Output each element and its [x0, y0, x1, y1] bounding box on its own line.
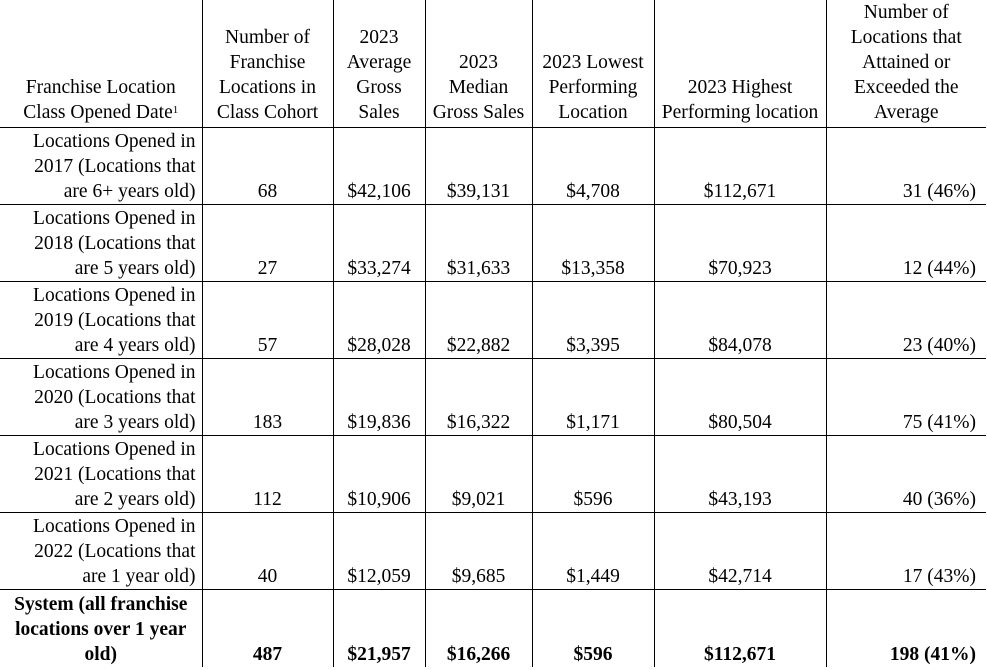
header-attained: Number of Locations that Attained or Exceeded the Average: [826, 0, 986, 128]
cell-lowest: $1,449: [532, 513, 654, 590]
row-label: Locations Opened in 2017 (Locations that are 6+ years old): [0, 128, 202, 205]
cell-attained: 12 (44%): [826, 205, 986, 282]
header-highest: 2023 Highest Performing location: [654, 0, 826, 128]
row-label: Locations Opened in 2020 (Locations that are 3 years old): [0, 359, 202, 436]
cell-avg: $28,028: [333, 282, 425, 359]
header-count: Number of Franchise Locations in Class Cohort: [202, 0, 333, 128]
header-class: Franchise Location Class Opened Date$^1$: [0, 0, 202, 128]
cell-median: $9,021: [425, 436, 532, 513]
cell-highest: $42,714: [654, 513, 826, 590]
header-lowest: 2023 Lowest Performing Location: [532, 0, 654, 128]
cell-avg: $12,059: [333, 513, 425, 590]
cell-count: 27: [202, 205, 333, 282]
table-row: [0, 436, 986, 513]
table-row: [0, 359, 986, 436]
cell-avg: $10,906: [333, 436, 425, 513]
cell-highest: $80,504: [654, 359, 826, 436]
cell-lowest: $1,171: [532, 359, 654, 436]
cell-highest: $43,193: [654, 436, 826, 513]
footnote-marker: 1: [172, 104, 179, 116]
table-row: [0, 205, 986, 282]
cell-median: $16,322: [425, 359, 532, 436]
cell-highest: $112,671: [654, 128, 826, 205]
cell-median: $9,685: [425, 513, 532, 590]
cell-count: 183: [202, 359, 333, 436]
table-row: [0, 513, 986, 590]
total-avg: $21,957: [333, 590, 425, 668]
header-median: 2023 Median Gross Sales: [425, 0, 532, 128]
cell-attained: 40 (36%): [826, 436, 986, 513]
row-label: Locations Opened in 2018 (Locations that are 5 years old): [0, 205, 202, 282]
cell-attained: 31 (46%): [826, 128, 986, 205]
cell-attained: 17 (43%): [826, 513, 986, 590]
total-count: 487: [202, 590, 333, 668]
cell-avg: $42,106: [333, 128, 425, 205]
cell-highest: $70,923: [654, 205, 826, 282]
table-row: [0, 128, 986, 205]
total-lowest: $596: [532, 590, 654, 668]
header-row: [0, 0, 986, 128]
cell-avg: $19,836: [333, 359, 425, 436]
total-attained: 198 (41%): [826, 590, 986, 668]
row-label: Locations Opened in 2022 (Locations that are 1 year old): [0, 513, 202, 590]
row-label: Locations Opened in 2019 (Locations that are 4 years old): [0, 282, 202, 359]
cell-count: 68: [202, 128, 333, 205]
total-highest: $112,671: [654, 590, 826, 668]
cell-lowest: $3,395: [532, 282, 654, 359]
row-label: Locations Opened in 2021 (Locations that are 2 years old): [0, 436, 202, 513]
cell-attained: 23 (40%): [826, 282, 986, 359]
cell-attained: 75 (41%): [826, 359, 986, 436]
cell-median: $22,882: [425, 282, 532, 359]
total-median: $16,266: [425, 590, 532, 668]
total-label: System (all franchise locations over 1 year old): [0, 590, 202, 668]
cell-count: 40: [202, 513, 333, 590]
cell-count: 112: [202, 436, 333, 513]
cell-highest: $84,078: [654, 282, 826, 359]
cell-median: $39,131: [425, 128, 532, 205]
cell-median: $31,633: [425, 205, 532, 282]
total-row: [0, 590, 986, 668]
cell-avg: $33,274: [333, 205, 425, 282]
cell-lowest: $13,358: [532, 205, 654, 282]
cell-lowest: $596: [532, 436, 654, 513]
table-row: [0, 282, 986, 359]
cell-count: 57: [202, 282, 333, 359]
cell-lowest: $4,708: [532, 128, 654, 205]
header-avg: 2023 Average Gross Sales: [333, 0, 425, 128]
